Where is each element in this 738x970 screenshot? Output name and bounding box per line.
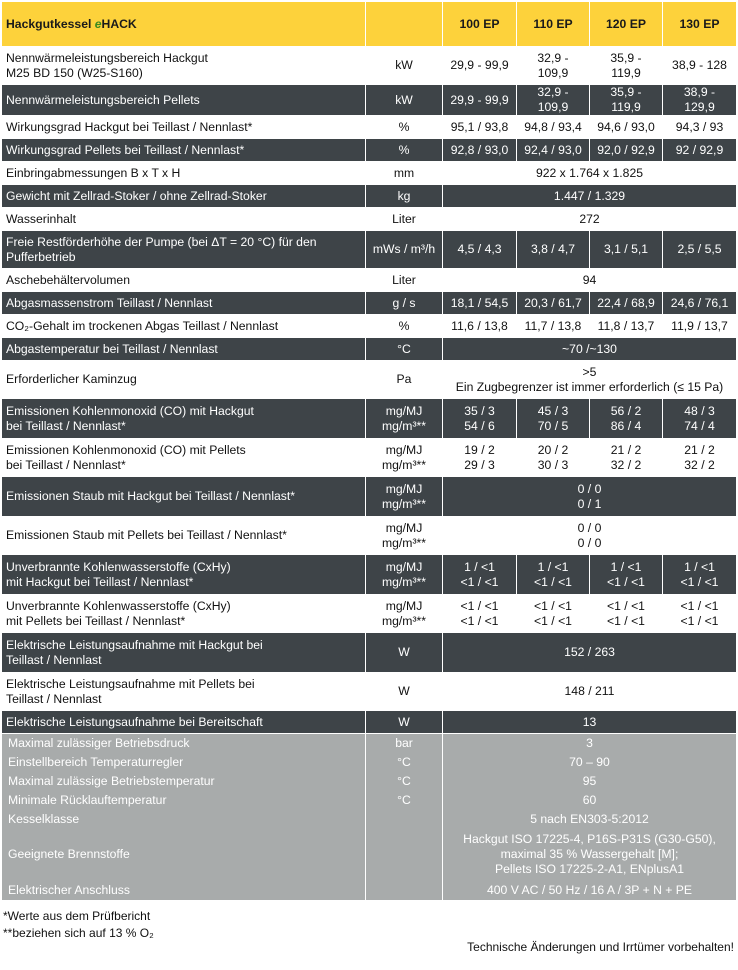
row-value: 4,5 / 4,3 bbox=[443, 231, 517, 269]
row-value-shared: 94 bbox=[443, 269, 737, 292]
table-row bbox=[2, 673, 737, 711]
row-value: 92,4 / 93,0 bbox=[517, 139, 590, 162]
row-value-shared: 0 / 0 0 / 0 bbox=[443, 517, 737, 555]
row-label: Minimale Rücklauftemperatur bbox=[2, 791, 366, 810]
table-row bbox=[2, 47, 737, 85]
row-value-shared: 1.447 / 1.329 bbox=[443, 185, 737, 208]
row-value: 11,6 / 13,8 bbox=[443, 315, 517, 338]
row-value: 1 / <1 <1 / <1 bbox=[517, 555, 590, 595]
row-value: <1 / <1 <1 / <1 bbox=[590, 595, 663, 633]
model-header: 120 EP bbox=[590, 2, 663, 47]
row-label: Freie Restförderhöhe der Pumpe (bei ΔT = 20 °C) für den Pufferbetrieb bbox=[2, 231, 366, 269]
row-label: Emissionen Kohlenmonoxid (CO) mit Pellets bei Teillast / Nennlast* bbox=[2, 439, 366, 477]
row-value: 92,0 / 92,9 bbox=[590, 139, 663, 162]
spec-table bbox=[1, 1, 737, 900]
row-label: Elektrische Leistungsaufnahme bei Bereitschaft bbox=[2, 711, 366, 734]
row-value: <1 / <1 <1 / <1 bbox=[443, 595, 517, 633]
row-value-shared: 13 bbox=[443, 711, 737, 734]
model-header: 130 EP bbox=[663, 2, 737, 47]
row-value-shared: >5 Ein Zugbegrenzer ist immer erforderlich (≤ 15 Pa) bbox=[443, 361, 737, 399]
row-unit: Liter bbox=[366, 208, 443, 231]
row-label: Unverbrannte Kohlenwasserstoffe (CxHy) mit Hackgut bei Teillast / Nennlast* bbox=[2, 555, 366, 595]
row-value-shared: 95 bbox=[443, 772, 737, 791]
row-value: 22,4 / 68,9 bbox=[590, 292, 663, 315]
table-row bbox=[2, 269, 737, 292]
row-value: 20,3 / 61,7 bbox=[517, 292, 590, 315]
table-row bbox=[2, 185, 737, 208]
row-unit: bar bbox=[366, 734, 443, 753]
row-value: 21 / 2 32 / 2 bbox=[663, 439, 737, 477]
header-unit-cell bbox=[366, 2, 443, 47]
row-value-shared: Hackgut ISO 17225-4, P16S-P31S (G30-G50), maximal 35 % Wassergehalt [M]; Pellets ISO 17225-2-A1, ENplusA1 bbox=[443, 829, 737, 881]
row-label: CO₂-Gehalt im trockenen Abgas Teillast / Nennlast bbox=[2, 315, 366, 338]
row-value: 1 / <1 <1 / <1 bbox=[590, 555, 663, 595]
model-header: 110 EP bbox=[517, 2, 590, 47]
row-unit: °C bbox=[366, 338, 443, 361]
table-row bbox=[2, 711, 737, 734]
row-unit: g / s bbox=[366, 292, 443, 315]
row-label: Emissionen Staub mit Hackgut bei Teillast / Nennlast* bbox=[2, 477, 366, 517]
row-value-shared: 148 / 211 bbox=[443, 673, 737, 711]
row-unit: kg bbox=[366, 185, 443, 208]
row-unit: mg/MJ mg/m³** bbox=[366, 517, 443, 555]
table-row bbox=[2, 517, 737, 555]
disclaimer: Technische Änderungen und Irrtümer vorbehalten! bbox=[467, 940, 734, 954]
row-value: 11,7 / 13,8 bbox=[517, 315, 590, 338]
row-value: 38,9 - 128 bbox=[663, 47, 737, 85]
row-value: 24,6 / 76,1 bbox=[663, 292, 737, 315]
row-value: 11,9 / 13,7 bbox=[663, 315, 737, 338]
row-value: 1 / <1 <1 / <1 bbox=[443, 555, 517, 595]
table-row bbox=[2, 477, 737, 517]
row-value: 94,6 / 93,0 bbox=[590, 116, 663, 139]
row-label: Abgasmassenstrom Teillast / Nennlast bbox=[2, 292, 366, 315]
table-row bbox=[2, 595, 737, 633]
table-row bbox=[2, 315, 737, 338]
table-row bbox=[2, 791, 737, 810]
row-value: 11,8 / 13,7 bbox=[590, 315, 663, 338]
row-value: 29,9 - 99,9 bbox=[443, 47, 517, 85]
row-label: Einstellbereich Temperaturregler bbox=[2, 753, 366, 772]
row-label: Emissionen Kohlenmonoxid (CO) mit Hackgut bei Teillast / Nennlast* bbox=[2, 399, 366, 439]
row-label: Geeignete Brennstoffe bbox=[2, 829, 366, 881]
row-value: 56 / 2 86 / 4 bbox=[590, 399, 663, 439]
row-unit: W bbox=[366, 673, 443, 711]
row-value-shared: 922 x 1.764 x 1.825 bbox=[443, 162, 737, 185]
row-label: Emissionen Staub mit Pellets bei Teillast / Nennlast* bbox=[2, 517, 366, 555]
row-value: 29,9 - 99,9 bbox=[443, 85, 517, 116]
table-row bbox=[2, 399, 737, 439]
row-label: Erforderlicher Kaminzug bbox=[2, 361, 366, 399]
row-value: 3,8 / 4,7 bbox=[517, 231, 590, 269]
row-label: Gewicht mit Zellrad-Stoker / ohne Zellrad-Stoker bbox=[2, 185, 366, 208]
row-label: Kesselklasse bbox=[2, 810, 366, 829]
row-value: <1 / <1 <1 / <1 bbox=[517, 595, 590, 633]
row-unit: % bbox=[366, 315, 443, 338]
row-unit: mg/MJ mg/m³** bbox=[366, 439, 443, 477]
row-label: Einbringabmessungen B x T x H bbox=[2, 162, 366, 185]
row-value: 94,3 / 93 bbox=[663, 116, 737, 139]
row-unit: °C bbox=[366, 791, 443, 810]
table-row bbox=[2, 292, 737, 315]
row-unit: °C bbox=[366, 753, 443, 772]
row-unit: kW bbox=[366, 85, 443, 116]
table-row bbox=[2, 361, 737, 399]
row-value: 32,9 - 109,9 bbox=[517, 85, 590, 116]
row-unit bbox=[366, 829, 443, 881]
row-value-shared: 0 / 0 0 / 1 bbox=[443, 477, 737, 517]
table-header-row bbox=[2, 2, 737, 47]
row-value: 45 / 3 70 / 5 bbox=[517, 399, 590, 439]
table-row bbox=[2, 139, 737, 162]
row-value: 92,8 / 93,0 bbox=[443, 139, 517, 162]
row-unit: mg/MJ mg/m³** bbox=[366, 555, 443, 595]
table-row bbox=[2, 338, 737, 361]
row-value: 35 / 3 54 / 6 bbox=[443, 399, 517, 439]
row-label: Elektrische Leistungsaufnahme mit Hackgut bei Teillast / Nennlast bbox=[2, 633, 366, 673]
table-row bbox=[2, 829, 737, 881]
row-value: 95,1 / 93,8 bbox=[443, 116, 517, 139]
row-value: 1 / <1 <1 / <1 bbox=[663, 555, 737, 595]
row-unit: W bbox=[366, 711, 443, 734]
row-value-shared: 3 bbox=[443, 734, 737, 753]
row-label: Wasserinhalt bbox=[2, 208, 366, 231]
table-row bbox=[2, 85, 737, 116]
table-row bbox=[2, 633, 737, 673]
row-value-shared: ~70 /~130 bbox=[443, 338, 737, 361]
row-unit bbox=[366, 881, 443, 900]
row-value-shared: 400 V AC / 50 Hz / 16 A / 3P + N + PE bbox=[443, 881, 737, 900]
row-value-shared: 70 – 90 bbox=[443, 753, 737, 772]
row-unit: mm bbox=[366, 162, 443, 185]
row-value: <1 / <1 <1 / <1 bbox=[663, 595, 737, 633]
table-row bbox=[2, 734, 737, 753]
row-label: Abgastemperatur bei Teillast / Nennlast bbox=[2, 338, 366, 361]
row-label: Aschebehältervolumen bbox=[2, 269, 366, 292]
row-unit: Pa bbox=[366, 361, 443, 399]
row-label: Maximal zulässiger Betriebsdruck bbox=[2, 734, 366, 753]
row-value: 35,9 - 119,9 bbox=[590, 85, 663, 116]
row-label: Nennwärmeleistungsbereich Hackgut M25 BD 150 (W25-S160) bbox=[2, 47, 366, 85]
row-label: Wirkungsgrad Pellets bei Teillast / Nennlast* bbox=[2, 139, 366, 162]
table-row bbox=[2, 810, 737, 829]
row-value: 32,9 - 109,9 bbox=[517, 47, 590, 85]
row-label: Elektrischer Anschluss bbox=[2, 881, 366, 900]
row-unit: mg/MJ mg/m³** bbox=[366, 477, 443, 517]
product-title: Hackgutkessel eHACK bbox=[2, 2, 366, 47]
table-row bbox=[2, 772, 737, 791]
row-value-shared: 272 bbox=[443, 208, 737, 231]
row-value-shared: 152 / 263 bbox=[443, 633, 737, 673]
row-value: 38,9 - 129,9 bbox=[663, 85, 737, 116]
row-label: Elektrische Leistungsaufnahme mit Pellets bei Teillast / Nennlast bbox=[2, 673, 366, 711]
row-value: 19 / 2 29 / 3 bbox=[443, 439, 517, 477]
row-value: 3,1 / 5,1 bbox=[590, 231, 663, 269]
row-unit: % bbox=[366, 139, 443, 162]
row-unit: °C bbox=[366, 772, 443, 791]
row-unit: % bbox=[366, 116, 443, 139]
row-value: 2,5 / 5,5 bbox=[663, 231, 737, 269]
row-value: 20 / 2 30 / 3 bbox=[517, 439, 590, 477]
row-value-shared: 60 bbox=[443, 791, 737, 810]
row-unit: mWs / m³/h bbox=[366, 231, 443, 269]
table-row bbox=[2, 208, 737, 231]
model-header: 100 EP bbox=[443, 2, 517, 47]
footnote-oxygen-reference: **beziehen sich auf 13 % O₂ bbox=[3, 926, 154, 940]
row-value: 35,9 - 119,9 bbox=[590, 47, 663, 85]
row-unit: W bbox=[366, 633, 443, 673]
row-unit: Liter bbox=[366, 269, 443, 292]
table-row bbox=[2, 162, 737, 185]
table-row bbox=[2, 555, 737, 595]
row-value: 21 / 2 32 / 2 bbox=[590, 439, 663, 477]
row-value: 18,1 / 54,5 bbox=[443, 292, 517, 315]
row-unit: mg/MJ mg/m³** bbox=[366, 595, 443, 633]
table-row bbox=[2, 881, 737, 900]
row-unit: mg/MJ mg/m³** bbox=[366, 399, 443, 439]
table-row bbox=[2, 116, 737, 139]
footnote-test-report: *Werte aus dem Prüfbericht bbox=[3, 909, 151, 923]
table-row bbox=[2, 753, 737, 772]
table-row bbox=[2, 231, 737, 269]
row-label: Maximal zulässige Betriebstemperatur bbox=[2, 772, 366, 791]
row-value: 48 / 3 74 / 4 bbox=[663, 399, 737, 439]
table-row bbox=[2, 439, 737, 477]
row-value: 94,8 / 93,4 bbox=[517, 116, 590, 139]
row-value: 92 / 92,9 bbox=[663, 139, 737, 162]
row-value-shared: 5 nach EN303-5:2012 bbox=[443, 810, 737, 829]
row-label: Nennwärmeleistungsbereich Pellets bbox=[2, 85, 366, 116]
row-label: Wirkungsgrad Hackgut bei Teillast / Nennlast* bbox=[2, 116, 366, 139]
row-unit: kW bbox=[366, 47, 443, 85]
row-unit bbox=[366, 810, 443, 829]
row-label: Unverbrannte Kohlenwasserstoffe (CxHy) mit Pellets bei Teillast / Nennlast* bbox=[2, 595, 366, 633]
brand-accent: e bbox=[94, 16, 102, 31]
